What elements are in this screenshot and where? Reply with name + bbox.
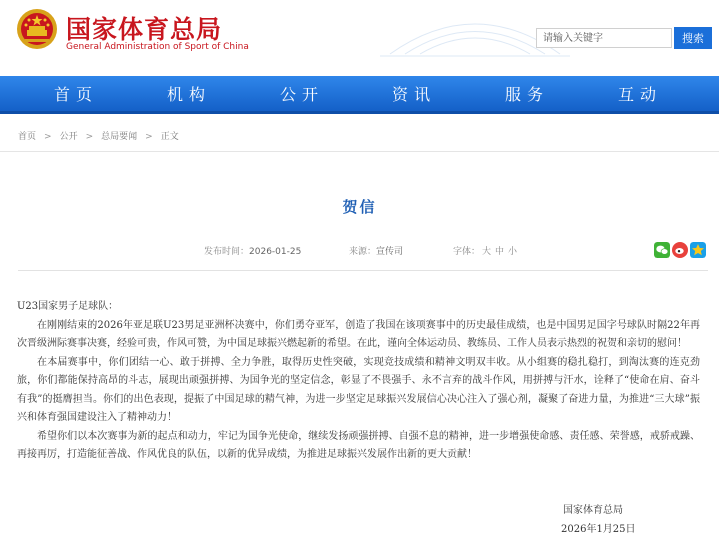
article-signature: 国家体育总局 bbox=[563, 505, 623, 516]
breadcrumb-separator: > bbox=[44, 132, 52, 142]
article-paragraph: 在刚刚结束的2026年亚足联U23男足亚洲杯决赛中，你们勇夺亚军，创造了我国在该项赛事中的历史最佳成绩，也是中国男足国字号球队时隔22年再次晋级洲际赛事决赛，经验可贵，作风可赞，为中国足球振兴燃起新的希望。在此，谨向全体运动员、教练员、工作人员表示热烈的祝贺和亲切的慰问！ bbox=[17, 319, 700, 349]
article-body bbox=[17, 298, 700, 465]
main-nav bbox=[0, 76, 719, 114]
breadcrumb-home[interactable]: 首页 bbox=[18, 132, 37, 142]
breadcrumb-news[interactable]: 总局要闻 bbox=[101, 132, 138, 142]
nav-item-news[interactable]: 资讯 bbox=[391, 85, 436, 104]
article-title: 贺信 bbox=[342, 198, 377, 216]
nav-item-organization[interactable]: 机构 bbox=[166, 85, 211, 104]
font-size-large[interactable]: 大 bbox=[482, 247, 492, 257]
wechat-icon[interactable] bbox=[654, 242, 670, 258]
nav-item-interaction[interactable]: 互动 bbox=[617, 85, 662, 104]
publish-date-label: 发布时间： bbox=[204, 247, 250, 257]
article-source bbox=[349, 244, 403, 260]
article-salutation: U23国家男子足球队： bbox=[17, 301, 119, 312]
divider bbox=[0, 151, 719, 152]
national-emblem-icon[interactable] bbox=[16, 8, 58, 50]
breadcrumb bbox=[18, 129, 179, 142]
source-value: 宣传司 bbox=[376, 247, 404, 257]
article-paragraph: 在本届赛事中，你们团结一心、敢于拼搏、全力争胜，取得历史性突破，实现竞技成绩和精神文明双丰收。从小组赛的稳扎稳打，到淘汰赛的连克劲旅，你们都能保持高昂的斗志，展现出顽强拼搏、为国争光的坚定信念，彰显了不畏强手、永不言弃的战斗作风，用拼搏与汗水，诠释了“使命在肩、奋斗有我”的挺膺担当。你们的出色表现，提振了中国足球的精气神，为进一步坚定足球振兴发展信心决心注入了强心剂，凝聚了奋进力量，为推进“三大球”振兴和体育强国建设注入了精神动力！ bbox=[17, 356, 700, 423]
article-signature-date: 2026年1月25日 bbox=[561, 524, 636, 535]
nav-item-public[interactable]: 公开 bbox=[279, 85, 324, 104]
weibo-icon[interactable] bbox=[672, 242, 688, 258]
article-paragraph: 希望你们以本次赛事为新的起点和动力，牢记为国争光使命，继续发扬顽强拼搏、自强不息的精神，进一步增强使命感、责任感、荣誉感，戒骄戒躁、再接再厉，打造能征善战、作风优良的队伍，以新的优异成绩，为推进足球振兴发展作出新的更大贡献！ bbox=[17, 430, 700, 460]
site-header bbox=[0, 0, 719, 76]
font-size-medium[interactable]: 中 bbox=[495, 247, 505, 257]
font-size-label: 字体： bbox=[453, 247, 481, 257]
source-label: 来源： bbox=[349, 247, 377, 257]
font-size-small[interactable]: 小 bbox=[508, 247, 518, 257]
publish-date-value: 2026-01-25 bbox=[249, 247, 302, 257]
nav-item-services[interactable]: 服务 bbox=[504, 85, 549, 104]
font-size-switcher bbox=[453, 244, 521, 260]
site-logo-title[interactable]: 国家体育总局 bbox=[66, 15, 223, 44]
breadcrumb-separator: > bbox=[145, 132, 153, 142]
divider bbox=[18, 270, 708, 271]
qzone-icon[interactable] bbox=[690, 242, 706, 258]
search-input[interactable] bbox=[536, 28, 672, 48]
breadcrumb-separator: > bbox=[85, 132, 94, 142]
search-button[interactable]: 搜索 bbox=[674, 27, 712, 49]
breadcrumb-public[interactable]: 公开 bbox=[59, 132, 78, 142]
site-logo-subtitle[interactable]: General Administration of Sport of China bbox=[66, 42, 249, 52]
nav-item-home[interactable]: 首页 bbox=[53, 85, 98, 104]
breadcrumb-current: 正文 bbox=[160, 132, 179, 142]
publish-date bbox=[204, 244, 301, 260]
